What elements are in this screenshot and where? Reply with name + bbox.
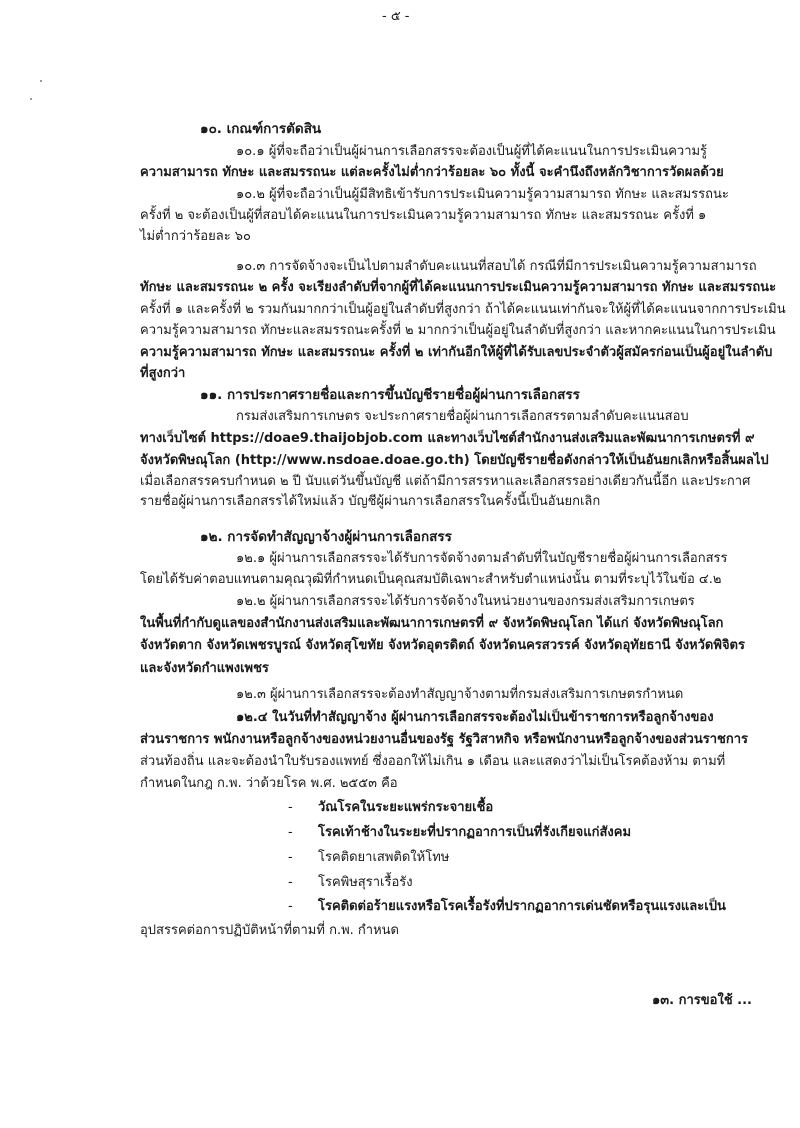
paragraph-line: ส่วนท้องถิ่น และจะต้องนำใบรับรองแพทย์ ซึ่งออกให้ไม่เกิน ๑ เดือน และแสดงว่าไม่เป็นโรคต้องห้าม ตามที่	[140, 754, 726, 769]
paragraph-line: ที่สูงกว่า	[140, 366, 186, 381]
paragraph-line: ครั้งที่ ๑ และครั้งที่ ๒ รวมกันมากกว่าเป็นผู้อยู่ในลำดับที่สูงกว่า ถ้าได้คะแนนเท่ากันจะให้ผู้ที่ได้คะแนนจากการประเมิน	[140, 302, 786, 317]
paragraph-line: ๑๐.๑ ผู้ที่จะถือว่าเป็นผู้ผ่านการเลือกสรรจะต้องเป็นผู้ที่ได้คะแนนในการประเมินความรู้	[236, 144, 708, 159]
paragraph-line: ๑๐.๓ การจัดจ้างจะเป็นไปตามลำดับคะแนนที่สอบได้ กรณีที่มีการประเมินความรู้ความสามารถ	[236, 259, 757, 274]
paragraph-line: ในพื้นที่กำกับดูแลของสำนักงานส่งเสริมและพัฒนาการเกษตรที่ ๙ จังหวัดพิษณุโลก ได้แก่ จังหวัดพิษณุโลก	[140, 616, 724, 631]
paragraph-line: ๑๒.๒ ผู้ผ่านการเลือกสรรจะได้รับการจัดจ้างในหน่วยงานของกรมส่งเสริมการเกษตร	[236, 594, 695, 609]
paragraph-line: เมื่อเลือกสรรครบกำหนด ๒ ปี นับแต่วันขึ้นบัญชี แต่ถ้ามีการสรรหาและเลือกสรรอย่างเดียวกันนี้อีก และประกาศ	[140, 474, 751, 489]
paragraph-line: ๑๒.๑ ผู้ผ่านการเลือกสรรจะได้รับการจัดจ้างตามลำดับที่ในบัญชีรายชื่อผู้ผ่านการเลือกสรร	[236, 551, 728, 566]
page-number: - ๕ -	[382, 9, 410, 24]
paragraph-line: ความสามารถ ทักษะ และสมรรถนะ แต่ละครั้งไม่ต่ำกว่าร้อยละ ๖๐ ทั้งนี้ จะคำนึงถึงหลักวิชาการวัดผลด้วย	[140, 165, 724, 180]
section-heading: ๑๐. เกณฑ์การตัดสิน	[200, 121, 322, 137]
paragraph-line: ความรู้ความสามารถ ทักษะ และสมรรถนะ ครั้งที่ ๒ เท่ากันอีกให้ผู้ที่ได้รับเลขประจำตัวผู้สมัครก่อนเป็นผู้อยู่ในลำดับ	[140, 345, 773, 360]
paragraph-line: กรมส่งเสริมการเกษตร จะประกาศรายชื่อผู้ผ่านการเลือกสรรตามลำดับคะแนนสอบ	[236, 409, 689, 424]
bullet-marker: -	[288, 899, 293, 914]
scan-speck	[30, 98, 32, 100]
paragraph-line: ๑๒.๔ ในวันที่ทำสัญญาจ้าง ผู้ผ่านการเลือกสรรจะต้องไม่เป็นข้าราชการหรือลูกจ้างของ	[236, 710, 714, 725]
list-item: โรคติดต่อร้ายแรงหรือโรคเรื้อรังที่ปรากฏอาการเด่นชัดหรือรุนแรงและเป็น	[318, 899, 726, 914]
paragraph-line: และจังหวัดกำแพงเพชร	[140, 661, 269, 676]
paragraph-line: ๑๐.๒ ผู้ที่จะถือว่าเป็นผู้มีสิทธิเข้ารับการประเมินความรู้ความสามารถ ทักษะ และสมรรถนะ	[236, 187, 729, 202]
list-item: วัณโรคในระยะแพร่กระจายเชื้อ	[318, 800, 494, 815]
scan-speck	[40, 80, 42, 82]
paragraph-line: ไม่ต่ำกว่าร้อยละ ๖๐	[140, 229, 251, 244]
continuation-marker: ๑๓. การขอใช้ ...	[652, 993, 752, 1008]
section-heading: ๑๑. การประกาศรายชื่อและการขึ้นบัญชีรายชื่อผู้ผ่านการเลือกสรร	[200, 387, 580, 403]
paragraph-line: ๑๒.๓ ผู้ผ่านการเลือกสรรจะต้องทำสัญญาจ้างตามที่กรมส่งเสริมการเกษตรกำหนด	[236, 687, 684, 702]
bullet-marker: -	[288, 850, 293, 865]
paragraph-line: อุปสรรคต่อการปฏิบัติหน้าที่ตามที่ ก.พ. กำหนด	[140, 923, 399, 938]
paragraph-line: ส่วนราชการ พนักงานหรือลูกจ้างของหน่วยงานอื่นของรัฐ รัฐวิสาหกิจ หรือพนักงานหรือลูกจ้างของส่วนราชการ	[140, 732, 748, 747]
paragraph-line: โดยได้รับค่าตอบแทนตามคุณวุฒิที่กำหนดเป็นคุณสมบัติเฉพาะสำหรับตำแหน่งนั้น ตามที่ระบุไว้ในข้อ ๔.๒	[140, 572, 722, 587]
paragraph-line: ทักษะ และสมรรถนะ ๒ ครั้ง จะเรียงลำดับที่จากผู้ที่ได้คะแนนการประเมินความรู้ความสามารถ ทักษะ และสมรรถนะ	[140, 280, 777, 295]
list-item: โรคเท้าช้างในระยะที่ปรากฏอาการเป็นที่รังเกียจแก่สังคม	[318, 825, 632, 840]
list-item: โรคติดยาเสพติดให้โทษ	[318, 850, 450, 865]
paragraph-line: ทางเว็บไซต์ https://doae9.thaijobjob.com และทางเว็บไซต์สำนักงานส่งเสริมและพัฒนาการเกษตรที่ ๙	[140, 431, 755, 446]
paragraph-line: กำหนดในกฎ ก.พ. ว่าด้วยโรค พ.ศ. ๒๕๕๓ คือ	[140, 776, 398, 791]
paragraph-line: ครั้งที่ ๒ จะต้องเป็นผู้ที่สอบได้คะแนนในการประเมินความรู้ความสามารถ ทักษะ และสมรรถนะ ครั้งที่ ๑	[140, 208, 707, 223]
list-item: โรคพิษสุราเรื้อรัง	[318, 875, 413, 890]
section-heading: ๑๒. การจัดทำสัญญาจ้างผู้ผ่านการเลือกสรร	[200, 529, 452, 545]
bullet-marker: -	[288, 825, 293, 840]
bullet-marker: -	[288, 875, 293, 890]
paragraph-line: รายชื่อผู้ผ่านการเลือกสรรได้ใหม่แล้ว บัญชีผู้ผ่านการเลือกสรรในครั้งนี้เป็นอันยกเลิก	[140, 494, 601, 509]
bullet-marker: -	[288, 800, 293, 815]
paragraph-line: ความรู้ความสามารถ ทักษะและสมรรถนะครั้งที่ ๒ มากกว่าเป็นผู้อยู่ในลำดับที่สูงกว่า และหากคะแนนในการประเมิน	[140, 323, 776, 338]
paragraph-line: จังหวัดพิษณุโลก (http://www.nsdoae.doae.go.th) โดยบัญชีรายชื่อดังกล่าวให้เป็นอันยกเลิกหรือสิ้นผลไป	[140, 453, 769, 468]
paragraph-line: จังหวัดตาก จังหวัดเพชรบูรณ์ จังหวัดสุโขทัย จังหวัดอุตรดิตถ์ จังหวัดนครสวรรค์ จังหวัดอุทัยธานี จังหวัดพิจิตร	[140, 638, 745, 653]
